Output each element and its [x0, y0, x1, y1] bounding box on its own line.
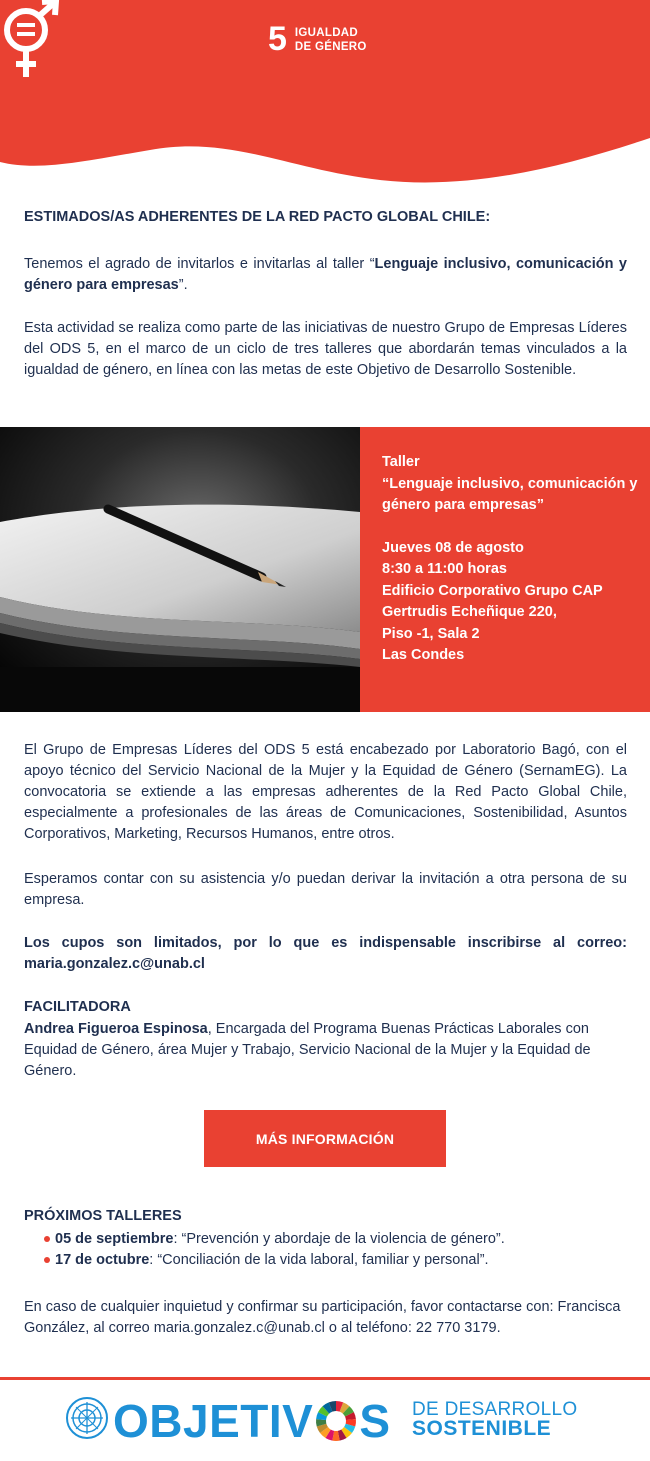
- intro-text-prefix: Tenemos el agrado de invitarlos e invitarlas al taller “: [24, 256, 375, 272]
- upcoming-heading: PRÓXIMOS TALLERES: [24, 1208, 182, 1224]
- intro-text-suffix: ”.: [178, 277, 188, 293]
- bullet-icon: [44, 1236, 50, 1242]
- contact-paragraph: En caso de cualquier inquietud y confirmar su participación, favor contactarse con: Francisca González, al correo maria.gonzalez.c@unab.cl o al teléfono: 22 770 3179.: [24, 1299, 621, 1336]
- workshop-title: : “Prevención y abordaje de la violencia de género”.: [173, 1231, 505, 1247]
- goal-badge: [268, 22, 367, 56]
- event-band: [0, 427, 650, 712]
- facilitator-description: , Encargada del Programa Buenas Prácticas Laborales con Equidad de Género, área Mujer y Trabajo, Servicio Nacional de la Mujer y la Equidad de Género.: [24, 1021, 591, 1079]
- event-address: Gertrudis Echeñique 220,: [382, 604, 557, 620]
- facilitator-paragraph: [24, 1019, 627, 1082]
- sdg-color-wheel-icon: [315, 1400, 357, 1442]
- list-item: [24, 1229, 627, 1250]
- facilitator-heading: FACILITADORA: [24, 999, 131, 1015]
- intro-paragraph: [24, 254, 627, 296]
- upcoming-list-container: [24, 1229, 627, 1271]
- more-info-button[interactable]: MÁS INFORMACIÓN: [204, 1110, 446, 1167]
- event-type: Taller: [382, 454, 420, 470]
- gender-equality-icon: [0, 0, 62, 80]
- photo-illustration: [0, 427, 360, 712]
- goal-label: [295, 26, 367, 54]
- goal-number: 5: [268, 20, 287, 58]
- workshop-date: 17 de octubre: [55, 1252, 150, 1268]
- facilitator-name: Andrea Figueroa Espinosa: [24, 1021, 208, 1037]
- event-date: Jueves 08 de agosto: [382, 539, 524, 556]
- event-room: Piso -1, Sala 2: [382, 625, 480, 642]
- pencil-on-paper-photo: [0, 427, 360, 712]
- event-title: “Lenguaje inclusivo, comunicación y género para empresas”: [382, 475, 638, 513]
- workshop-title: : “Conciliación de la vida laboral, familiar y personal”.: [149, 1252, 489, 1268]
- event-time: 8:30 a 11:00 horas: [382, 561, 507, 577]
- event-details-box: [360, 427, 650, 712]
- event-venue: Edificio Corporativo Grupo CAP: [382, 582, 603, 599]
- event-commune: Las Condes: [382, 647, 465, 663]
- goal-label-line1: IGUALDAD: [294, 27, 359, 39]
- desarrollo-sostenible-wordmark: [412, 1400, 577, 1438]
- greeting: ESTIMADOS/AS ADHERENTES DE LA RED PACTO GLOBAL CHILE:: [24, 209, 491, 225]
- objetivos-wordmark: [113, 1391, 391, 1451]
- goal-label-line2: DE GÉNERO: [294, 41, 367, 53]
- upcoming-list: [24, 1229, 627, 1271]
- wordmark-text-part1: OBJETIV: [113, 1395, 314, 1447]
- workshop-name: Lenguaje inclusivo, comunicación y género para empresas: [24, 256, 627, 293]
- footer-divider: [0, 1377, 650, 1380]
- wordmark-line1: DE DESARROLLO: [412, 1399, 578, 1420]
- un-emblem-icon: [66, 1397, 108, 1439]
- bullet-icon: [44, 1257, 50, 1263]
- workshop-date: 05 de septiembre: [55, 1231, 174, 1247]
- context-paragraph: Esta actividad se realiza como parte de las iniciativas de nuestro Grupo de Empresas Líderes del ODS 5, en el marco de un ciclo de tres talleres que abordarán temas vinculados a la igualdad de género, en línea con las metas de este Objetivo de Desarrollo Sostenible.: [24, 320, 627, 378]
- list-item: [24, 1250, 627, 1271]
- invitation-paragraph: Esperamos contar con su asistencia y/o puedan derivar la invitación a otra persona de su empresa.: [24, 871, 627, 908]
- wordmark-line2: SOSTENIBLE: [412, 1417, 552, 1440]
- wordmark-text-part2: S: [359, 1395, 391, 1447]
- organizers-paragraph: El Grupo de Empresas Líderes del ODS 5 está encabezado por Laboratorio Bagó, con el apoyo técnico del Servicio Nacional de la Mujer y la Equidad de Género (SernamEG). La convocatoria se extiende a las empresas adherentes de la Red Pacto Global Chile, especialmente a profesionales de las áreas de Comunicaciones, Sostenibilidad, Asuntos Corporativos, Marketing, Recursos Humanos, entre otros.: [24, 742, 627, 842]
- header-banner: [0, 0, 650, 200]
- registration-paragraph: Los cupos son limitados, por lo que es indispensable inscribirse al correo: maria.gonzalez.c@unab.cl: [24, 935, 627, 972]
